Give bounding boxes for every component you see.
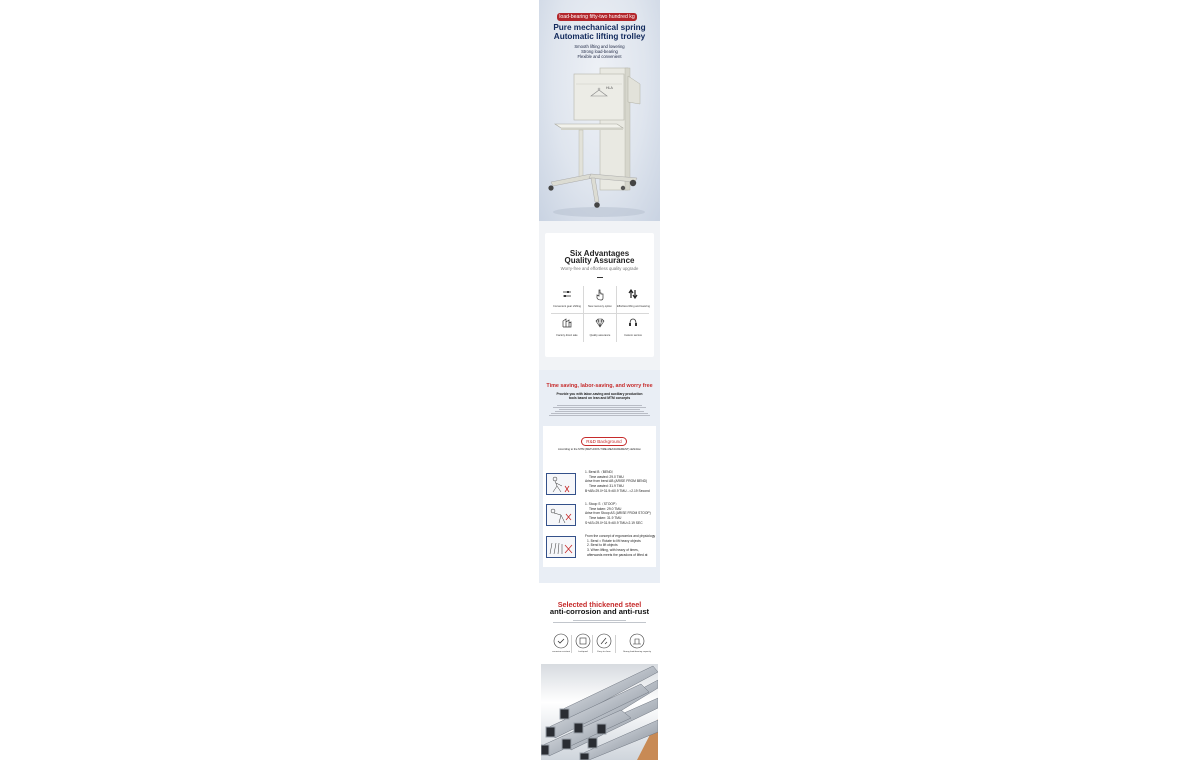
advantage-label: Quality assurance — [589, 334, 611, 337]
icon-label: Strong load-bearing capacity — [623, 651, 651, 653]
advantages-subtitle: Worry-free and effortless quality upgrade — [560, 266, 639, 271]
advantage-item — [617, 315, 649, 343]
rd-background-pill: R&D Background — [581, 437, 627, 446]
steel-tubes-image — [541, 664, 658, 760]
advantage-label: New recovery option — [588, 305, 612, 308]
hero-feature-2: Strong load-bearing — [581, 49, 618, 54]
advantage-item — [551, 286, 583, 314]
hero-feature-3: Flexible and convenient — [577, 54, 622, 59]
brand-label: HLA — [606, 86, 613, 90]
steel-title-line1: Selected thickened steel — [557, 600, 642, 609]
advantage-label: Convenient gear shifting — [553, 305, 581, 308]
steel-section — [539, 583, 660, 760]
tagline-line1: Provide you with labor-saving and auxiliary production — [556, 392, 643, 396]
hero-feature-1: Smooth lifting and lowering — [574, 44, 625, 49]
icon-label: Easy to clean — [597, 651, 611, 653]
product-page — [539, 0, 660, 760]
mtm-definition: According to the MTM (METHODS-TIME-MEASUREMENT) definition — [558, 448, 641, 451]
bend-illustration — [546, 473, 576, 495]
diamond-icon — [595, 318, 605, 328]
up-down-arrows-icon — [628, 289, 638, 299]
clean-icon — [596, 633, 612, 649]
gear-shift-icon — [562, 289, 572, 299]
lifting-trolley-image — [539, 62, 660, 221]
rd-background-panel — [543, 426, 656, 567]
advantage-item — [617, 286, 649, 314]
ergonomics-text: From the concept of ergonomics and physiology 1. Bend = Rotate to lift heavy objects 2. Bend to lift objects 3. When lifting, with heavy of times, afterwards meets the paradoxs of lifted at — [585, 534, 656, 557]
title-underline — [597, 277, 603, 278]
six-advantages-section — [539, 221, 660, 370]
stoop-text: 1. Stoop S（STOOP） Time taken: 29.0 TMU Arise from Stoop AS (ARISE FROM STOOP) Time taken: 31.9 TMU S+AS=29.0+31.9=60.9 TMU=2.19 SEC — [585, 502, 651, 525]
icon-label: Leakproof — [578, 651, 588, 653]
advantage-item — [551, 315, 583, 343]
hero-title-line1: Pure mechanical spring — [553, 23, 646, 32]
advantage-label: Factory direct sale — [556, 334, 578, 337]
ergonomics-illustration — [546, 536, 576, 558]
bend-text: 1. Bend B（BEND） Time wasted: 29.0 TMU Arise from bend AB (ARISE FROM BEND) Time wasted: 31.9 TMU B+AB=29.0+31.9=60.9 TMU...=2.19 Second — [585, 470, 650, 493]
load-icon — [629, 633, 645, 649]
stoop-illustration — [546, 504, 576, 526]
icon-label: corrosion resistant — [552, 651, 570, 653]
time-saving-section — [539, 370, 660, 583]
steel-title-line2: anti-corrosion and anti-rust — [549, 607, 650, 616]
factory-icon — [562, 318, 572, 328]
load-badge: load-bearing fifty-two hundred kg — [557, 13, 637, 21]
advantages-title-line2: Quality Assurance — [564, 256, 635, 265]
advantage-item — [584, 315, 616, 343]
hand-touch-icon — [595, 289, 605, 301]
advantage-item — [584, 286, 616, 314]
advantages-title-line1: Six Advantages — [569, 249, 630, 258]
description-block — [549, 404, 650, 417]
tagline-line2: tools based on lean and MTM concepts — [568, 396, 631, 400]
steel-description — [553, 619, 646, 624]
advantage-label: Custom service — [624, 334, 642, 337]
time-saving-title: Time saving, labor-saving, and worry free — [546, 383, 653, 389]
hero-title-line2: Automatic lifting trolley — [553, 32, 646, 41]
advantages-card — [545, 233, 654, 357]
advantages-grid — [551, 286, 649, 342]
advantage-label: Effortless lifting and lowering — [617, 305, 650, 308]
hero-banner — [539, 0, 660, 221]
service-icon — [628, 318, 638, 328]
leak-proof-icon — [575, 633, 591, 649]
shield-check-icon — [553, 633, 569, 649]
